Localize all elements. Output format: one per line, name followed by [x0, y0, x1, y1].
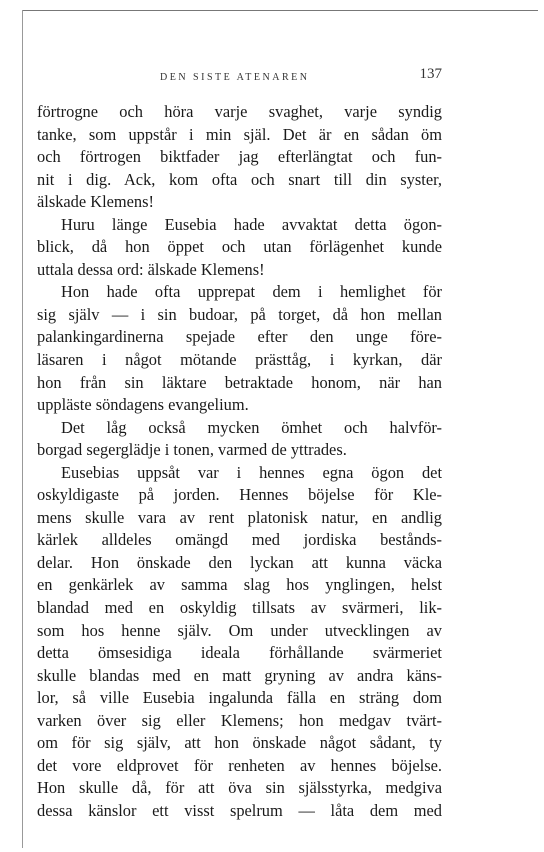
text-line: Hon skulle då, för att öva sin själsstyrka, medgiva: [37, 778, 442, 798]
text-line: nit i dig. Ack, kom ofta och snart till din syster,: [37, 169, 442, 189]
text-line: dessa känslor ett visst spelrum — låta dem med: [37, 800, 442, 820]
text-line: blandad med en oskyldig tillsats av svärmeri, lik-: [37, 598, 442, 618]
text-line: Hon hade ofta upprepat dem i hemlighet för: [61, 282, 442, 302]
text-line: kärlek alldeles omängd med jordiska bestånds-: [37, 530, 442, 550]
text-line: detta ömsesidiga ideala förhållande svärmeriet: [37, 643, 442, 663]
text-line: oskyldigaste på jorden. Hennes böjelse för Kle-: [37, 485, 442, 505]
text-line: läsaren i något mötande prästtåg, i kyrkan, där: [37, 350, 442, 370]
page-number: 137: [419, 66, 442, 82]
text-line: lor, så ville Eusebia ingalunda fälla en sträng dom: [37, 688, 442, 708]
text-line: Det låg också mycken ömhet och halvför-: [61, 417, 442, 437]
text-line: som hos henne själv. Om under utvecklingen av: [37, 620, 442, 640]
text-line: Eusebias uppsåt var i hennes egna ögon det: [61, 462, 442, 482]
text-line: palankingardinerna spejade efter den unge före-: [37, 327, 442, 347]
text-line: mens skulle vara av rent platonisk natur, en andlig: [37, 507, 442, 527]
text-line: älskade Klemens!: [37, 192, 154, 212]
text-line: om för sig själv, att hon önskade något sådant, ty: [37, 733, 442, 753]
body-text: [37, 101, 442, 823]
text-line: det vore eldprovet för renheten av hennes böjelse.: [37, 755, 442, 775]
text-line: delar. Hon önskade den lyckan att kunna väcka: [37, 552, 442, 572]
page-left-edge: [22, 10, 23, 848]
page-header: [30, 66, 442, 86]
text-line: uppläste söndagens evangelium.: [37, 395, 249, 415]
text-line: en genkärlek av samma slag hos ynglingen, helst: [37, 575, 442, 595]
text-line: borgad segerglädje i tonen, varmed de yttrades.: [37, 440, 347, 460]
text-line: varken över sig eller Klemens; hon medgav tvärt-: [37, 710, 442, 730]
text-line: blick, då hon öppet och utan förlägenhet kunde: [37, 237, 442, 257]
running-head: DEN SISTE ATENAREN: [160, 72, 310, 83]
text-line: Huru länge Eusebia hade avvaktat detta ögon-: [61, 214, 442, 234]
text-line: förtrogne och höra varje svaghet, varje syndig: [37, 102, 442, 121]
text-line: tanke, som uppstår i min själ. Det är en sådan öm: [37, 124, 442, 144]
text-line: sig själv — i sin budoar, på torget, då hon mellan: [37, 304, 442, 324]
text-line: och förtrogen biktfader jag efterlängtat och fun-: [37, 147, 442, 167]
text-line: uttala dessa ord: älskade Klemens!: [37, 259, 265, 279]
text-line: skulle blandas med en matt gryning av andra käns-: [37, 665, 442, 685]
page-top-edge: [22, 10, 538, 11]
text-line: hon från sin läktare betraktade honom, när han: [37, 372, 442, 392]
